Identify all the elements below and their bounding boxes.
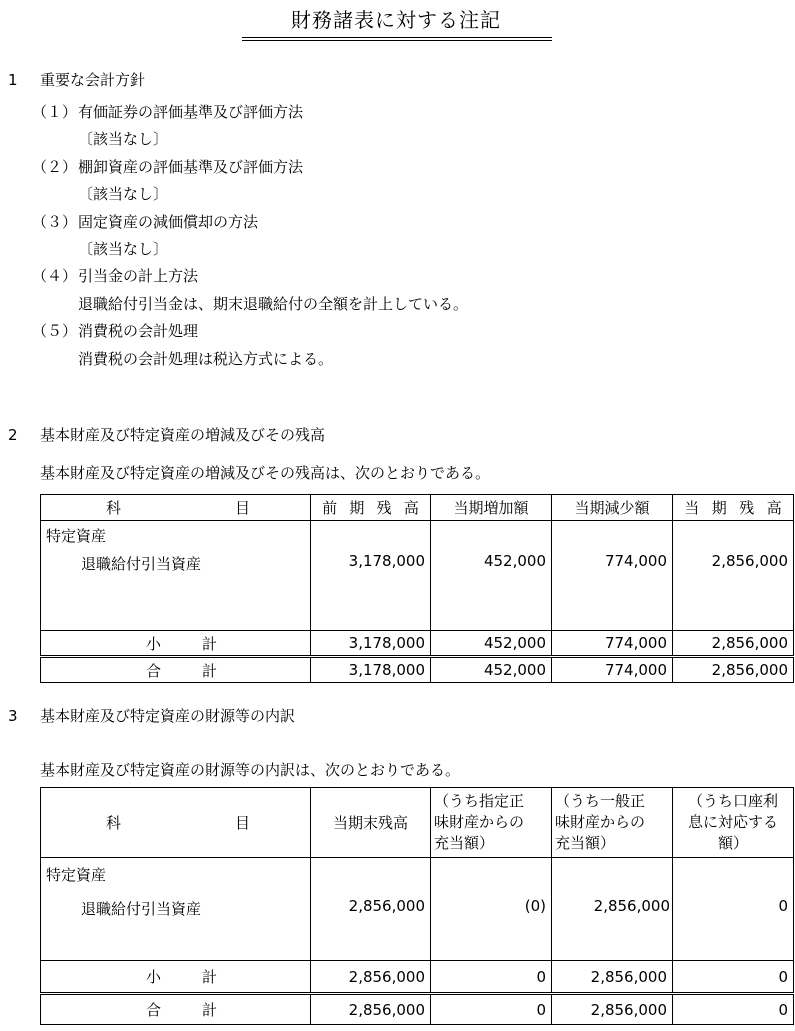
section-3-intro: 基本財産及び特定資産の財源等の内訳は、次のとおりである。 <box>40 761 461 779</box>
header-subject-char-1: 科 <box>106 814 122 832</box>
table-header-row <box>41 495 794 521</box>
category-label: 特定資産 <box>46 866 107 884</box>
policy-4-number: （４） <box>32 267 78 285</box>
subtotal-label-char: 計 <box>201 968 217 986</box>
header-prev-char: 前 <box>322 499 338 517</box>
subtotal-current-balance: 2,856,000 <box>311 961 431 994</box>
item-designated: (0) <box>431 858 552 961</box>
policy-4-title: 引当金の計上方法 <box>78 267 199 285</box>
document-title: 財務諸表に対する注記 <box>291 8 501 32</box>
header-subject <box>41 788 311 858</box>
subtotal-label-char: 計 <box>201 634 217 653</box>
item-current-balance: 2,856,000 <box>311 858 431 961</box>
title-block <box>240 6 552 34</box>
policy-2-title: 棚卸資産の評価基準及び評価方法 <box>78 158 304 176</box>
header-interest-line: （うち口座利 <box>687 792 778 810</box>
policy-5-body: 消費税の会計処理は税込方式による。 <box>78 350 334 368</box>
header-current-balance <box>673 495 794 521</box>
header-subject-char-1: 科 <box>106 499 122 517</box>
header-curr-char: 期 <box>711 499 727 517</box>
table-row-subtotal <box>41 961 794 994</box>
category-label: 特定資産 <box>46 527 107 545</box>
policy-3-number: （３） <box>32 213 78 231</box>
policy-1-title: 有価証券の評価基準及び評価方法 <box>78 103 304 121</box>
header-general-line: 充当額） <box>555 834 616 852</box>
subtotal-label <box>41 961 311 994</box>
section-1-number: 1 <box>8 71 18 89</box>
subtotal-label-char: 小 <box>146 634 162 653</box>
item-current-balance: 2,856,000 <box>673 521 794 631</box>
total-current-balance: 2,856,000 <box>311 994 431 1025</box>
total-label <box>41 994 311 1025</box>
header-general-line: 味財産からの <box>555 813 646 831</box>
item-interest: 0 <box>673 858 794 961</box>
section-3-number: 3 <box>8 707 18 725</box>
table-row-total <box>41 657 794 683</box>
header-current-balance: 当期末残高 <box>311 788 431 858</box>
item-increase: 452,000 <box>431 521 552 631</box>
header-general-line: （うち一般正 <box>555 792 646 810</box>
header-increase: 当期増加額 <box>431 495 552 521</box>
subtotal-decrease: 774,000 <box>552 631 673 657</box>
total-prev-balance: 3,178,000 <box>311 657 431 683</box>
subtotal-increase: 452,000 <box>431 631 552 657</box>
item-general: 2,856,000 <box>552 858 673 961</box>
subtotal-current-balance: 2,856,000 <box>673 631 794 657</box>
total-decrease: 774,000 <box>552 657 673 683</box>
section-1-heading: 重要な会計方針 <box>40 71 146 89</box>
item-label: 退職給付引当資産 <box>81 900 202 918</box>
header-decrease: 当期減少額 <box>552 495 673 521</box>
section-3-heading: 基本財産及び特定資産の財源等の内訳 <box>40 707 296 725</box>
table-row-specific-assets <box>41 858 794 961</box>
total-general: 2,856,000 <box>552 994 673 1025</box>
policy-2-body: 〔該当なし〕 <box>78 185 169 203</box>
header-subject-char-2: 目 <box>234 499 250 517</box>
policy-5-number: （５） <box>32 322 78 340</box>
policy-2-number: （２） <box>32 158 78 176</box>
item-prev-balance: 3,178,000 <box>311 521 431 631</box>
header-prev-char: 高 <box>403 499 419 517</box>
header-designated-line: 味財産からの <box>434 813 525 831</box>
specific-assets-cell <box>41 521 311 631</box>
total-label-char: 合 <box>146 1001 162 1019</box>
table-row-subtotal <box>41 631 794 657</box>
subtotal-interest: 0 <box>673 961 794 994</box>
total-interest: 0 <box>673 994 794 1025</box>
subtotal-prev-balance: 3,178,000 <box>311 631 431 657</box>
section-2-number: 2 <box>8 426 18 444</box>
total-label-char: 合 <box>146 661 162 680</box>
header-curr-char: 残 <box>739 499 755 517</box>
policy-3-body: 〔該当なし〕 <box>78 240 169 258</box>
header-interest <box>673 788 794 858</box>
table-header-row <box>41 788 794 858</box>
header-subject-char-2: 目 <box>234 814 250 832</box>
header-general <box>552 788 673 858</box>
funding-source-table <box>40 787 794 1025</box>
table-row-total <box>41 994 794 1025</box>
header-subject <box>41 495 311 521</box>
header-curr-char: 当 <box>684 499 700 517</box>
header-prev-balance <box>311 495 431 521</box>
header-prev-char: 期 <box>349 499 365 517</box>
total-current-balance: 2,856,000 <box>673 657 794 683</box>
header-curr-char: 高 <box>766 499 782 517</box>
header-prev-char: 残 <box>376 499 392 517</box>
title-underline <box>242 37 552 38</box>
policy-1-body: 〔該当なし〕 <box>78 130 169 148</box>
section-2-heading: 基本財産及び特定資産の増減及びその残高 <box>40 426 326 444</box>
header-interest-line: 息に対応する <box>687 813 778 831</box>
header-designated-line: （うち指定正 <box>434 792 525 810</box>
subtotal-label <box>41 631 311 657</box>
header-designated-line: 充当額） <box>434 834 495 852</box>
table-row-specific-assets <box>41 521 794 631</box>
policy-3-title: 固定資産の減価償却の方法 <box>78 213 259 231</box>
total-increase: 452,000 <box>431 657 552 683</box>
header-interest-line: 額） <box>717 834 748 852</box>
subtotal-general: 2,856,000 <box>552 961 673 994</box>
specific-assets-cell <box>41 858 311 961</box>
item-decrease: 774,000 <box>552 521 673 631</box>
policy-5-title: 消費税の会計処理 <box>78 322 199 340</box>
section-2-intro: 基本財産及び特定資産の増減及びその残高は、次のとおりである。 <box>40 464 491 482</box>
subtotal-designated: 0 <box>431 961 552 994</box>
total-label <box>41 657 311 683</box>
policy-1-number: （１） <box>32 103 78 121</box>
item-label: 退職給付引当資産 <box>81 555 202 573</box>
subtotal-label-char: 小 <box>146 968 162 986</box>
total-designated: 0 <box>431 994 552 1025</box>
header-designated <box>431 788 552 858</box>
total-label-char: 計 <box>201 1001 217 1019</box>
total-label-char: 計 <box>201 661 217 680</box>
policy-4-body: 退職給付引当金は、期末退職給付の全額を計上している。 <box>78 295 469 313</box>
asset-movement-table <box>40 494 794 683</box>
title-underline-second <box>242 40 552 41</box>
